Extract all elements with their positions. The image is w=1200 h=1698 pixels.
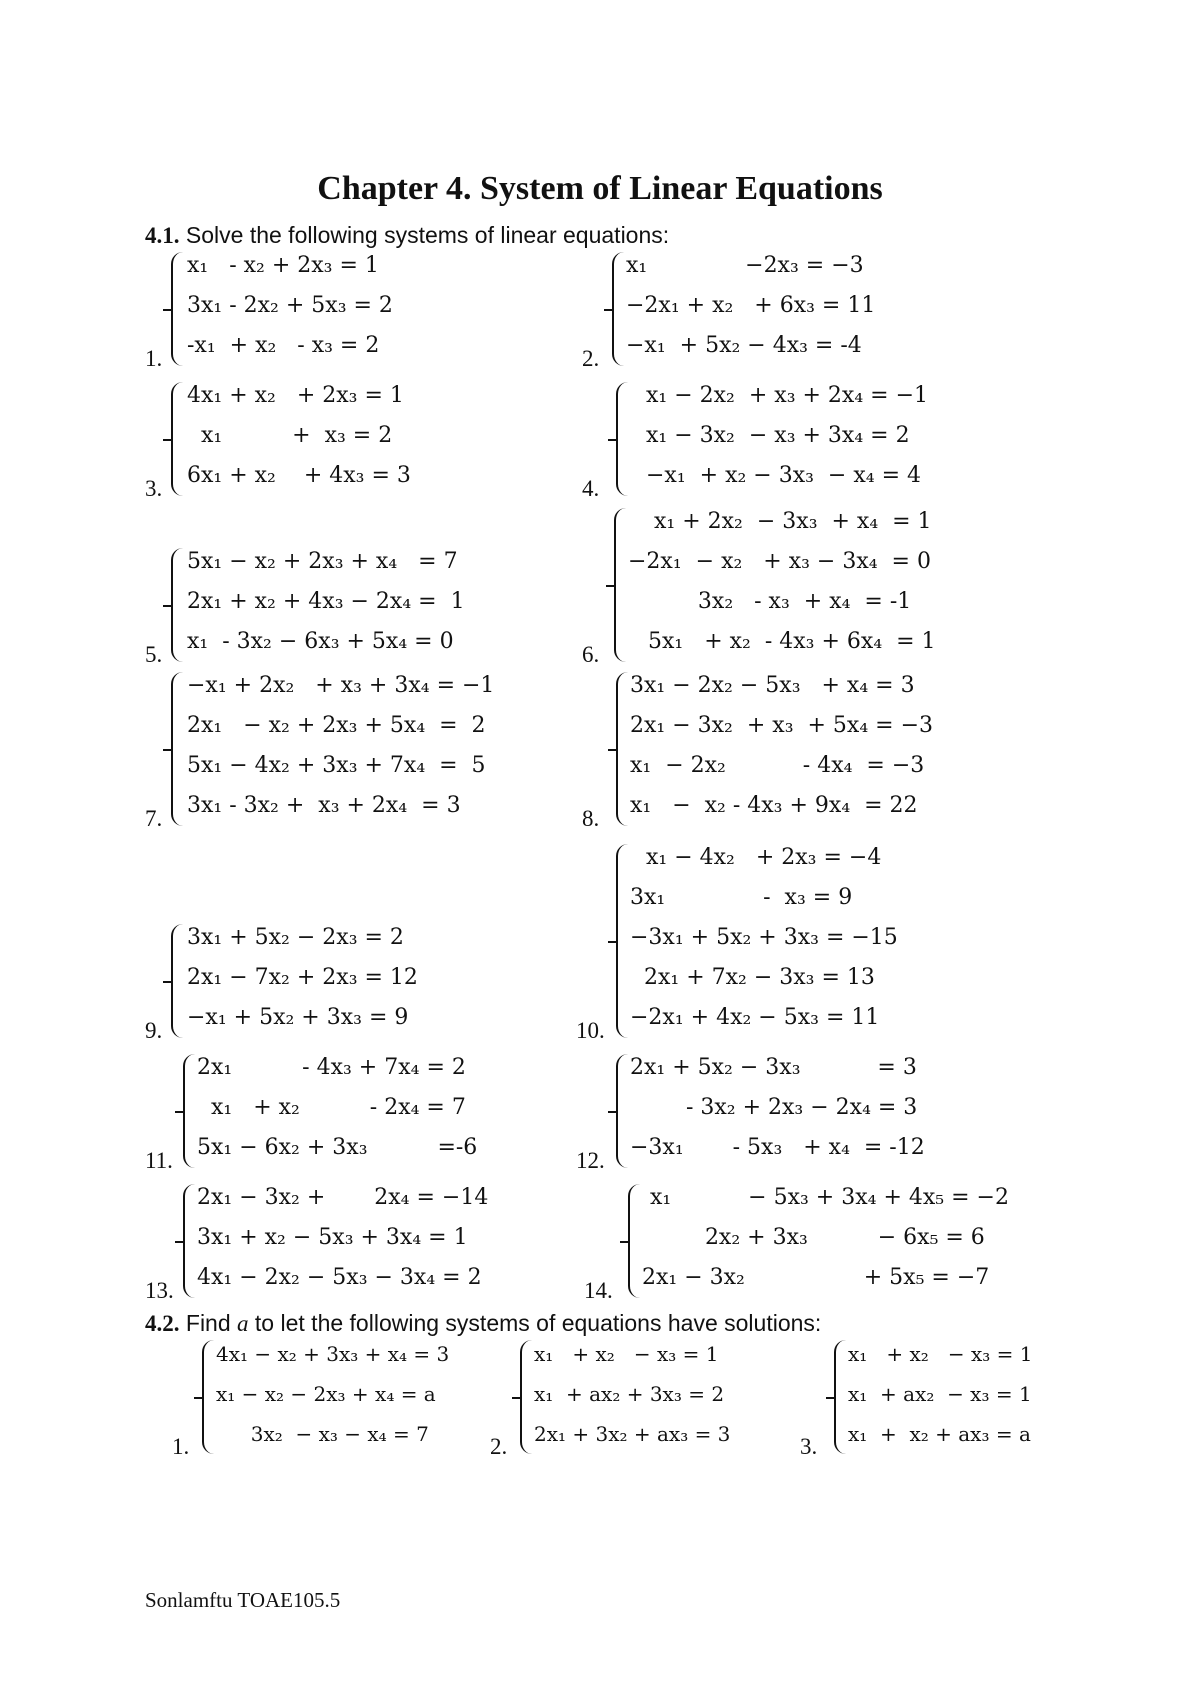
equation: x₁ - 3x₂ − 6x₃ + 5x₄ = 0 xyxy=(187,629,454,654)
equation: 5x₁ + x₂ - 4x₃ + 6x₄ = 1 xyxy=(648,629,936,654)
equation: 5x₁ − 6x₂ + 3x₃ =-6 xyxy=(197,1135,478,1160)
section-4-2-heading xyxy=(145,1310,821,1337)
equation: −2x₁ − x₂ + x₃ − 3x₄ = 0 xyxy=(628,549,931,574)
equation: x₁ + x₂ + ax₃ = a xyxy=(848,1422,1031,1446)
brace xyxy=(171,924,187,1038)
equation: 3x₁ + 5x₂ − 2x₃ = 2 xyxy=(187,925,404,950)
equation: 5x₁ − 4x₂ + 3x₃ + 7x₄ = 5 xyxy=(187,753,486,778)
system-13 xyxy=(145,1184,585,1304)
section-4-1-label: 4.1. xyxy=(145,223,180,248)
equation: 2x₁ + 7x₂ − 3x₃ = 13 xyxy=(630,965,875,990)
system-4 xyxy=(582,382,1022,502)
section-4-2-label: 4.2. xyxy=(145,1311,180,1336)
equation: −x₁ + 2x₂ + x₃ + 3x₄ = −1 xyxy=(187,673,495,698)
system-8 xyxy=(582,672,1022,832)
equation: x₁ −2x₃ = −3 xyxy=(626,253,864,278)
equation: 2x₁ − 3x₂ + x₃ + 5x₄ = −3 xyxy=(630,713,933,738)
system-number: 8. xyxy=(582,806,600,831)
system-number: 4. xyxy=(582,476,600,501)
system-11 xyxy=(145,1054,585,1174)
equation: −2x₁ + 4x₂ − 5x₃ = 11 xyxy=(630,1005,880,1030)
brace xyxy=(171,382,187,496)
equation: −x₁ + 5x₂ − 4x₃ = -4 xyxy=(626,333,862,358)
equation: 2x₁ − 3x₂ + 5x₅ = −7 xyxy=(642,1265,990,1290)
equation: 4x₁ − 2x₂ − 5x₃ − 3x₄ = 2 xyxy=(197,1265,482,1290)
section-4-2-text-after: to let the following systems of equations have solutions: xyxy=(248,1310,822,1336)
equation: 3x₁ - 2x₂ + 5x₃ = 2 xyxy=(187,293,393,318)
system-number: 14. xyxy=(584,1278,613,1303)
system-14 xyxy=(584,1184,1024,1304)
system-number: 5. xyxy=(145,642,163,667)
equation: 3x₁ − 2x₂ − 5x₃ + x₄ = 3 xyxy=(630,673,915,698)
equation: x₁ − x₂ - 4x₃ + 9x₄ = 22 xyxy=(630,793,918,818)
equation: 3x₁ + x₂ − 5x₃ + 3x₄ = 1 xyxy=(197,1225,468,1250)
system-number: 2. xyxy=(490,1434,508,1459)
equation: −2x₁ + x₂ + 6x₃ = 11 xyxy=(626,293,876,318)
page-title: Chapter 4. System of Linear Equations xyxy=(317,170,883,207)
system-number: 13. xyxy=(145,1278,174,1303)
equation: 2x₁ + 5x₂ − 3x₃ = 3 xyxy=(630,1055,917,1080)
equation: −3x₁ - 5x₃ + x₄ = -12 xyxy=(630,1135,925,1160)
equation: 2x₂ + 3x₃ − 6x₅ = 6 xyxy=(642,1225,985,1250)
equation: 2x₁ − x₂ + 2x₃ + 5x₄ = 2 xyxy=(187,713,486,738)
footer-text: Sonlamftu TOAE105.5 xyxy=(145,1588,341,1612)
equation: −3x₁ + 5x₂ + 3x₃ = −15 xyxy=(630,925,898,950)
equation: - 3x₂ + 2x₃ − 2x₄ = 3 xyxy=(630,1095,918,1120)
system-number: 1. xyxy=(172,1434,190,1459)
system-7 xyxy=(145,672,585,832)
equation: 2x₁ − 7x₂ + 2x₃ = 12 xyxy=(187,965,418,990)
system-5 xyxy=(145,548,565,668)
brace xyxy=(171,672,187,826)
system-12 xyxy=(576,1054,1016,1174)
system2-2 xyxy=(490,1340,780,1460)
equation: 2x₁ + 3x₂ + ax₃ = 3 xyxy=(534,1422,731,1446)
equation: x₁ − 4x₂ + 2x₃ = −4 xyxy=(646,845,882,870)
equation: 5x₁ − x₂ + 2x₃ + x₄ = 7 xyxy=(187,549,458,574)
system-3 xyxy=(145,382,565,502)
system-number: 3. xyxy=(145,476,163,501)
section-4-2-variable: a xyxy=(237,1311,249,1336)
section-4-1-text: Solve the following systems of linear equations: xyxy=(179,222,670,248)
system2-3 xyxy=(800,1340,1070,1460)
brace xyxy=(171,548,187,662)
equation: 3x₁ - 3x₂ + x₃ + 2x₄ = 3 xyxy=(187,793,461,818)
brace xyxy=(171,252,187,366)
system-10 xyxy=(576,844,1016,1044)
system-number: 6. xyxy=(582,642,600,667)
equation: x₁ + x₂ − x₃ = 1 xyxy=(534,1342,719,1366)
system-number: 11. xyxy=(145,1148,173,1173)
system-number: 2. xyxy=(582,346,600,371)
brace xyxy=(614,508,630,662)
equation: 2x₁ - 4x₃ + 7x₄ = 2 xyxy=(197,1055,466,1080)
system-number: 1. xyxy=(145,346,163,371)
system-2 xyxy=(582,252,1002,372)
equation: x₁ − x₂ − 2x₃ + x₄ = a xyxy=(216,1382,436,1406)
equation: x₁ + 2x₂ − 3x₃ + x₄ = 1 xyxy=(654,509,932,534)
section-4-2-text-before: Find xyxy=(179,1310,238,1336)
equation: 3x₂ − x₃ − x₄ = 7 xyxy=(238,1422,429,1446)
system-number: 7. xyxy=(145,806,163,831)
equation: x₁ + x₂ − x₃ = 1 xyxy=(848,1342,1033,1366)
equation: x₁ + x₂ - 2x₄ = 7 xyxy=(197,1095,466,1120)
equation: 3x₂ - x₃ + x₄ = -1 xyxy=(628,589,912,614)
equation: 4x₁ + x₂ + 2x₃ = 1 xyxy=(187,383,404,408)
equation: 4x₁ − x₂ + 3x₃ + x₄ = 3 xyxy=(216,1342,450,1366)
equation: −x₁ + 5x₂ + 3x₃ = 9 xyxy=(187,1005,409,1030)
equation: −x₁ + x₂ − 3x₃ − x₄ = 4 xyxy=(646,463,921,488)
system-number: 3. xyxy=(800,1434,818,1459)
equation: 2x₁ − 3x₂ + 2x₄ = −14 xyxy=(197,1185,489,1210)
equation: -x₁ + x₂ - x₃ = 2 xyxy=(187,333,380,358)
system-number: 12. xyxy=(576,1148,605,1173)
equation: x₁ + x₃ = 2 xyxy=(187,423,393,448)
equation: x₁ + ax₂ + 3x₃ = 2 xyxy=(534,1382,725,1406)
brace xyxy=(616,382,632,496)
equation: x₁ − 2x₂ + x₃ + 2x₄ = −1 xyxy=(646,383,929,408)
equation: x₁ - x₂ + 2x₃ = 1 xyxy=(187,253,379,278)
equation: x₁ + ax₂ − x₃ = 1 xyxy=(848,1382,1032,1406)
equation: 6x₁ + x₂ + 4x₃ = 3 xyxy=(187,463,411,488)
system-number: 9. xyxy=(145,1018,163,1043)
system-9 xyxy=(145,924,565,1044)
system-6 xyxy=(582,508,1022,668)
system-number: 10. xyxy=(576,1018,605,1043)
equation: 3x₁ - x₃ = 9 xyxy=(630,885,853,910)
equation: x₁ − 3x₂ − x₃ + 3x₄ = 2 xyxy=(646,423,910,448)
equation: x₁ − 2x₂ - 4x₄ = −3 xyxy=(630,753,925,778)
section-4-1-heading xyxy=(145,222,669,249)
equation: 2x₁ + x₂ + 4x₃ − 2x₄ = 1 xyxy=(187,589,465,614)
equation: x₁ − 5x₃ + 3x₄ + 4x₅ = −2 xyxy=(650,1185,1009,1210)
system-1 xyxy=(145,252,565,372)
system2-1 xyxy=(172,1340,482,1460)
